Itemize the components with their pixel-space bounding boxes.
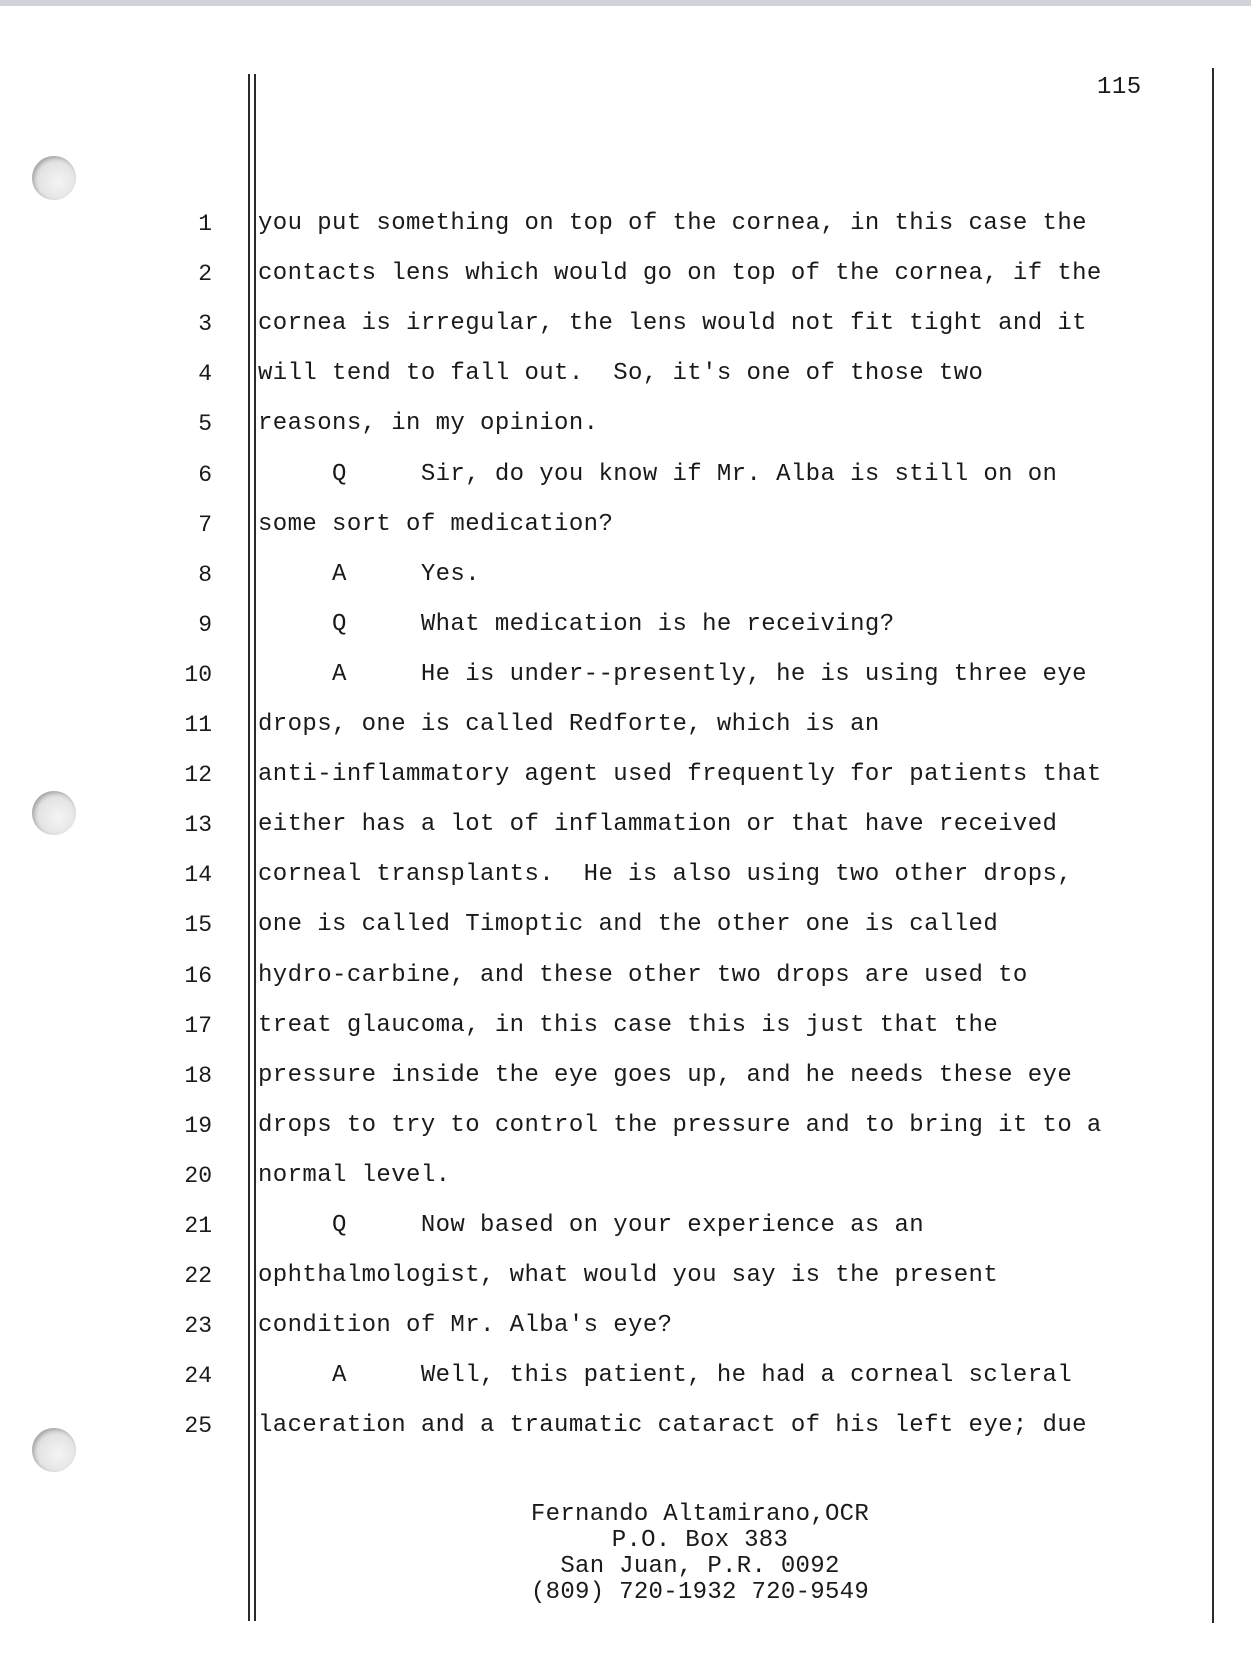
line-number: 20 <box>184 1163 212 1189</box>
punch-hole-top <box>32 156 76 200</box>
transcript-line-text: corneal transplants. He is also using two other drops, <box>258 861 1073 888</box>
line-number: 11 <box>184 712 212 738</box>
transcript-line-text: either has a lot of inflammation or that have received <box>258 811 1058 838</box>
line-number: 14 <box>184 862 212 888</box>
transcript-line-text: anti-inflammatory agent used frequently for patients that <box>258 761 1102 788</box>
line-number: 9 <box>198 612 212 638</box>
transcript-line-text: normal level. <box>258 1162 451 1189</box>
line-number: 18 <box>184 1063 212 1089</box>
transcript-line-text: Q Sir, do you know if Mr. Alba is still on on <box>258 461 1058 488</box>
line-number: 16 <box>184 963 212 989</box>
left-margin-rule-outer <box>248 74 250 1621</box>
transcript-line-text: A Well, this patient, he had a corneal scleral <box>258 1362 1073 1389</box>
reporter-name: Fernando Altamirano,OCR <box>530 1501 870 1528</box>
transcript-line-text: condition of Mr. Alba's eye? <box>258 1312 673 1339</box>
line-number: 1 <box>198 211 212 237</box>
line-number: 17 <box>184 1013 212 1039</box>
transcript-line-text: Q What medication is he receiving? <box>258 611 895 638</box>
transcript-line-text: hydro-carbine, and these other two drops are used to <box>258 962 1028 989</box>
line-number: 13 <box>184 812 212 838</box>
reporter-footer <box>420 1502 980 1606</box>
transcript-line-text: laceration and a traumatic cataract of his left eye; due <box>258 1412 1087 1439</box>
transcript-line-text: A He is under--presently, he is using three eye <box>258 661 1087 688</box>
line-number: 8 <box>198 562 212 588</box>
line-number: 22 <box>184 1263 212 1289</box>
right-margin-rule <box>1212 68 1214 1623</box>
transcript-line-text: you put something on top of the cornea, in this case the <box>258 210 1087 237</box>
line-number: 6 <box>198 462 212 488</box>
reporter-address-line-1: P.O. Box 383 <box>611 1527 789 1554</box>
transcript-line-text: drops, one is called Redforte, which is an <box>258 711 880 738</box>
line-number: 21 <box>184 1213 212 1239</box>
reporter-phone: (809) 720-1932 720-9549 <box>530 1579 870 1606</box>
line-number: 15 <box>184 912 212 938</box>
transcript-line-text: treat glaucoma, in this case this is just that the <box>258 1012 999 1039</box>
transcript-line-text: drops to try to control the pressure and to bring it to a <box>258 1112 1102 1139</box>
line-number: 4 <box>198 361 212 387</box>
line-number: 3 <box>198 311 212 337</box>
line-number: 24 <box>184 1363 212 1389</box>
transcript-line-text: Q Now based on your experience as an <box>258 1212 925 1239</box>
line-number: 23 <box>184 1313 212 1339</box>
line-number: 25 <box>184 1413 212 1439</box>
line-number: 12 <box>184 762 212 788</box>
line-number: 5 <box>198 411 212 437</box>
transcript-line-text: one is called Timoptic and the other one is called <box>258 911 999 938</box>
page-number: 115 <box>1097 74 1142 101</box>
punch-hole-middle <box>32 791 76 835</box>
transcript-line-text: ophthalmologist, what would you say is the present <box>258 1262 999 1289</box>
transcript-line-text: some sort of medication? <box>258 511 614 538</box>
transcript-line-text: contacts lens which would go on top of the cornea, if the <box>258 260 1102 287</box>
transcript-line-text: A Yes. <box>258 561 481 588</box>
line-number: 2 <box>198 261 212 287</box>
left-margin-rule-inner <box>254 74 256 1621</box>
transcript-line-text: will tend to fall out. So, it's one of those two <box>258 360 984 387</box>
punch-hole-bottom <box>32 1428 76 1472</box>
line-number: 10 <box>184 662 212 688</box>
transcript-line-text: cornea is irregular, the lens would not fit tight and it <box>258 310 1087 337</box>
transcript-line-text: reasons, in my opinion. <box>258 410 599 437</box>
reporter-address-line-2: San Juan, P.R. 0092 <box>560 1553 840 1580</box>
line-number: 19 <box>184 1113 212 1139</box>
transcript-line-text: pressure inside the eye goes up, and he needs these eye <box>258 1062 1073 1089</box>
line-number: 7 <box>198 512 212 538</box>
